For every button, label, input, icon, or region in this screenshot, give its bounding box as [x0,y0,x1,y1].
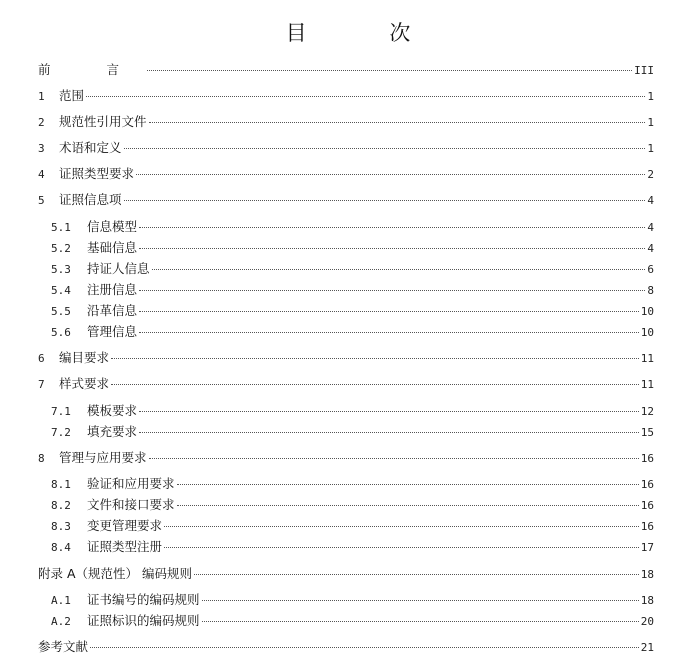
toc-entry-5-6[interactable] [51,323,654,341]
toc-entry-number: 2 [38,116,45,129]
dot-leader [149,457,639,459]
toc-entry-number: 5.5 [51,305,71,318]
toc-entry-page: 4 [647,221,654,234]
toc-entry-number: 6 [38,352,45,365]
toc-entry-page: 15 [640,426,654,439]
toc-entry-8[interactable] [38,449,654,467]
toc-entry-page: 10 [640,326,654,339]
toc-entry-number: 8.2 [51,499,71,512]
page-title: 目 次 [285,21,449,45]
toc-entry-label: 证书编号的编码规则 [87,592,200,607]
toc-entry-label: 变更管理要求 [87,518,163,533]
toc-entry-label: 前 言 [38,62,145,77]
toc-entry-label: 基础信息 [87,240,138,255]
toc-entry-4[interactable] [38,165,654,183]
toc-entry-number: A.1 [51,594,71,607]
toc-entry-label: 验证和应用要求 [87,476,175,491]
toc-entry-page: 16 [640,499,654,512]
toc-entry-page: 17 [640,541,654,554]
toc-entry-label: 规范性引用文件 [59,114,147,129]
toc-entry-label: 参考文献 [38,639,89,654]
dot-leader [139,410,639,412]
toc-entry-a-1[interactable] [51,591,654,609]
toc-entry-page: 4 [647,194,654,207]
dot-leader [152,268,646,270]
dot-leader [124,147,646,149]
dot-leader [194,573,639,575]
toc-entry-label: 模板要求 [87,403,138,418]
toc-entry-label: 填充要求 [87,424,138,439]
toc-entry-label: 信息模型 [87,219,138,234]
dot-leader [111,383,639,385]
toc-entry-page: 2 [647,168,654,181]
toc-entry-page: 11 [640,378,654,391]
toc-entry-number: 8.3 [51,520,71,533]
toc-entry-5-1[interactable] [51,218,654,236]
toc-entry-foreword[interactable] [38,61,654,79]
toc-entry-7-1[interactable] [51,402,654,420]
toc-entry-5-4[interactable] [51,281,654,299]
dot-leader [149,121,646,123]
toc-entry-5[interactable] [38,191,654,209]
toc-entry-5-2[interactable] [51,239,654,257]
toc-entry-label: 术语和定义 [59,140,122,155]
dot-leader [139,431,639,433]
dot-leader [177,483,639,485]
toc-entry-page: 1 [647,90,654,103]
toc-entry-appendix-a[interactable] [38,565,654,583]
toc-entry-7-2[interactable] [51,423,654,441]
toc-entry-label: 证照标识的编码规则 [87,613,200,628]
toc-entry-label: 管理与应用要求 [59,450,147,465]
toc-entry-8-2[interactable] [51,496,654,514]
toc-entry-page: 11 [640,352,654,365]
toc-entry-page: 6 [647,263,654,276]
toc-entry-page: 18 [640,594,654,607]
toc-entry-label: 持证人信息 [87,261,150,276]
dot-leader [202,620,639,622]
toc-entry-number: 8.4 [51,541,71,554]
dot-leader [139,226,645,228]
toc-entry-page: 21 [640,641,654,654]
toc-entry-number: 5 [38,194,45,207]
toc-entry-6[interactable] [38,349,654,367]
toc-entry-label: 沿革信息 [87,303,138,318]
dot-leader [111,357,639,359]
toc-entry-8-4[interactable] [51,538,654,556]
toc-entry-8-1[interactable] [51,475,654,493]
toc-entry-number: 5.3 [51,263,71,276]
dot-leader [86,95,645,97]
toc-entry-5-5[interactable] [51,302,654,320]
dot-leader [139,247,645,249]
toc-entry-label: 编目要求 [59,350,110,365]
dot-leader [139,289,645,291]
toc-entry-a-2[interactable] [51,612,654,630]
toc-entry-number: 5.2 [51,242,71,255]
toc-entry-number: 1 [38,90,45,103]
toc-entry-label: 附录 A（规范性） 编码规则 [38,566,192,581]
toc-entry-label: 样式要求 [59,376,110,391]
toc-entry-page: 16 [640,452,654,465]
toc-entry-label: 管理信息 [87,324,138,339]
toc-entry-page: 1 [647,116,654,129]
dot-leader [139,331,639,333]
toc-entry-page: 10 [640,305,654,318]
toc-entry-number: 7 [38,378,45,391]
dot-leader [139,310,639,312]
toc-entry-page: 16 [640,520,654,533]
toc-entry-page: 4 [647,242,654,255]
toc-entry-number: A.2 [51,615,71,628]
dot-leader [202,599,639,601]
toc-entry-label: 证照信息项 [59,192,122,207]
toc-entry-number: 7.2 [51,426,71,439]
toc-entry-number: 5.1 [51,221,71,234]
toc-entry-5-3[interactable] [51,260,654,278]
dot-leader [164,546,639,548]
toc-entry-page: 1 [647,142,654,155]
dot-leader [177,504,639,506]
toc-entry-3[interactable] [38,139,654,157]
dot-leader [90,646,639,648]
dot-leader [136,173,645,175]
toc-entry-1[interactable] [38,87,654,105]
dot-leader [164,525,639,527]
toc-entry-8-3[interactable] [51,517,654,535]
toc-entry-number: 5.4 [51,284,71,297]
toc-entry-7[interactable] [38,375,654,393]
toc-entry-label: 证照类型注册 [87,539,163,554]
toc-entry-page: III [634,64,654,77]
toc-entry-bibliography[interactable] [38,638,654,656]
toc-entry-number: 5.6 [51,326,71,339]
toc-entry-number: 4 [38,168,45,181]
toc-entry-label: 文件和接口要求 [87,497,175,512]
toc-entry-page: 8 [647,284,654,297]
toc-entry-number: 8 [38,452,45,465]
toc-entry-label: 注册信息 [87,282,138,297]
toc-entry-page: 20 [640,615,654,628]
toc-entry-number: 7.1 [51,405,71,418]
toc-entry-2[interactable] [38,113,654,131]
toc-entry-number: 8.1 [51,478,71,491]
dot-leader [147,69,632,71]
dot-leader [124,199,646,201]
toc-entry-label: 证照类型要求 [59,166,135,181]
toc-entry-page: 18 [640,568,654,581]
toc-entry-label: 范围 [59,88,85,103]
toc-entry-page: 12 [640,405,654,418]
toc-entry-page: 16 [640,478,654,491]
toc-entry-number: 3 [38,142,45,155]
